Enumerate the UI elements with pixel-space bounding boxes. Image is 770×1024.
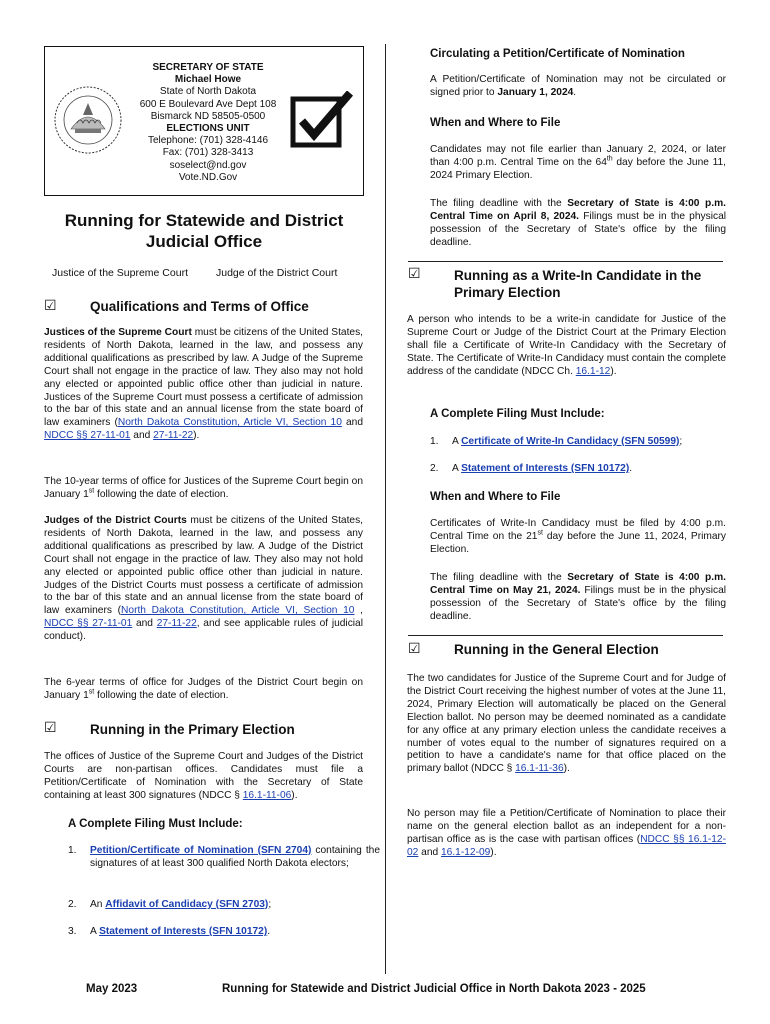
term-text-end: following the date of election. bbox=[94, 689, 229, 701]
qualifications-heading: Qualifications and Terms of Office bbox=[90, 299, 309, 314]
writein-heading-line-2: Primary Election bbox=[454, 285, 561, 300]
item-text: . bbox=[267, 926, 271, 937]
link-27-11-22[interactable]: 27-11-22 bbox=[156, 618, 197, 630]
item-number: 2. bbox=[430, 463, 439, 474]
section-rule bbox=[408, 261, 723, 262]
writein-heading-line-1: Running as a Write-In Candidate in the bbox=[454, 268, 702, 283]
state-name: State of North Dakota bbox=[159, 86, 257, 98]
footer-date: May 2023 bbox=[86, 983, 138, 995]
website: Vote.ND.Gov bbox=[178, 171, 238, 183]
footer-title: Running for Statewide and District Judicial Office in North Dakota 2023 - 2025 bbox=[222, 983, 646, 995]
link-petition-sfn-2704[interactable]: Petition/Certificate of Nomination (SFN 2704) bbox=[90, 845, 312, 856]
link-ndcc-27-11-01[interactable]: NDCC §§ 27-11-01 bbox=[44, 618, 133, 630]
subtitle-justice: Justice of the Supreme Court bbox=[52, 267, 188, 279]
closing: ). bbox=[291, 789, 298, 801]
when-text: Candidates may not file earlier than January 2, 2024, or later than 4:00 p.m. Central Time on the 64 bbox=[430, 144, 726, 168]
conjunction: and bbox=[130, 430, 154, 442]
justices-paragraph bbox=[44, 327, 363, 443]
email: soselect@nd.gov bbox=[169, 159, 247, 171]
when-text-end: day before the June 11, 2024, Primary Election. bbox=[430, 530, 726, 555]
address-line-1: 600 E Boulevard Ave Dept 108 bbox=[139, 98, 277, 110]
item-number: 1. bbox=[68, 845, 77, 856]
general-paragraph bbox=[407, 673, 726, 776]
ordinal-suffix: st bbox=[537, 529, 543, 537]
when-text: Certificates of Write-In Candidacy must be filed by 4:00 p.m. Central Time on the 21 bbox=[430, 518, 726, 542]
closing: ). bbox=[490, 846, 497, 858]
when-where-paragraph bbox=[430, 144, 726, 183]
link-16-1-12-02[interactable]: NDCC §§ 16.1-12-02 bbox=[407, 833, 726, 858]
judges-text: must be citizens of the United States, residents of North Dakota, learned in the law, and possess any additional qualifications as prescribed by law. A Judge of the District Court shall not engage in the practice of law. They also may not hold any elected or appointed public office other than judicial in nature. Judges of the District Courts must possess a certificate of admission to the bar of this state and an annual license from the state board of law examiners ( bbox=[44, 515, 363, 617]
state-seal-icon bbox=[53, 85, 123, 155]
list-item bbox=[68, 845, 380, 885]
closing: . bbox=[573, 86, 577, 98]
deadline-text: The filing deadline with the bbox=[430, 572, 568, 583]
separator: , bbox=[354, 605, 363, 617]
when-where-heading-2: When and Where to File bbox=[430, 491, 561, 503]
filing-heading-primary: A Complete Filing Must Include: bbox=[68, 818, 243, 830]
link-16-1-12-09[interactable]: 16.1-12-09 bbox=[441, 846, 491, 858]
closing: , and see applicable rules of judicial conduct). bbox=[44, 618, 363, 643]
checkbox-icon: ☑ bbox=[408, 640, 421, 656]
when-where-heading: When and Where to File bbox=[430, 117, 561, 129]
deadline-paragraph-2 bbox=[430, 572, 726, 624]
justices-text: must be citizens of the United States, residents of North Dakota, learned in the law, and possess any additional qualifications as prescribed by law. A Judge of the Supreme Court shall not engage in the practice of law. They also may not hold any elected or appointed public office other than judicial in nature. Justices of the Supreme Court must possess a certificate of admission to the bar of this state and an annual license from the state board of law examiners ( bbox=[44, 327, 364, 429]
item-prefix: A bbox=[452, 436, 462, 447]
checkbox-icon: ☑ bbox=[44, 719, 57, 735]
checkbox-icon: ☑ bbox=[408, 265, 421, 281]
judge-term-paragraph bbox=[44, 677, 363, 703]
link-statement-sfn-10172[interactable]: Statement of Interests (SFN 10172) bbox=[461, 463, 630, 474]
link-ndcc-27-11-01[interactable]: NDCC §§ 27-11-01 bbox=[44, 430, 131, 442]
item-text: containing the signatures of at least 300 qualified North Dakota electors; bbox=[90, 845, 380, 869]
writein-paragraph bbox=[407, 314, 726, 379]
letterhead-text bbox=[133, 62, 283, 184]
office-name: SECRETARY OF STATE bbox=[152, 62, 264, 73]
term-text: The 6-year terms of office for Judges of the District Court begin on January 1 bbox=[44, 677, 363, 701]
official-name: Michael Howe bbox=[174, 74, 242, 86]
conjunction: and bbox=[132, 618, 157, 630]
conjunction: and bbox=[418, 846, 442, 858]
primary-heading: Running in the Primary Election bbox=[90, 722, 295, 737]
ordinal-suffix: th bbox=[606, 155, 613, 163]
section-rule bbox=[408, 635, 723, 636]
fax: Fax: (701) 328-3413 bbox=[162, 147, 254, 159]
link-nd-constitution[interactable]: North Dakota Constitution, Article VI, Section 10 bbox=[117, 417, 342, 429]
circ-date: January 1, 2024 bbox=[497, 86, 574, 98]
filing-heading-writein: A Complete Filing Must Include: bbox=[430, 408, 605, 420]
term-text-end: following the date of election. bbox=[94, 488, 229, 500]
link-nd-constitution[interactable]: North Dakota Constitution, Article VI, Section 10 bbox=[121, 605, 355, 617]
address-line-2: Bismarck ND 58505-0500 bbox=[150, 110, 266, 122]
general-text: The two candidates for Justice of the Supreme Court and for Judge of the District Court receiving the highest number of votes at the June 11, 2024, Primary Election will automatically be placed on the General Election ballot. No person may be deemed nominated as a candidate for any office at any primary election unless the candidate receives a number of votes equal to the number of signatures required on a petition to have a candidate's name for that office placed on the primary ballot (NDCC § bbox=[407, 673, 726, 775]
circulating-paragraph bbox=[430, 74, 726, 100]
page-title bbox=[44, 210, 364, 252]
when-where-paragraph-2 bbox=[430, 518, 726, 557]
circulating-heading: Circulating a Petition/Certificate of Nomination bbox=[430, 48, 685, 60]
item-prefix: An bbox=[90, 899, 106, 910]
circ-text: A Petition/Certificate of Nomination may not be circulated or signed prior to bbox=[430, 74, 726, 98]
term-text: The 10-year terms of office for Justices of the Supreme Court begin on January 1 bbox=[44, 476, 363, 500]
item-prefix: A bbox=[452, 463, 462, 474]
item-number: 3. bbox=[68, 926, 77, 937]
judges-paragraph bbox=[44, 515, 363, 644]
item-number: 1. bbox=[430, 436, 439, 447]
link-16-1-11-36[interactable]: 16.1-11-36 bbox=[515, 763, 564, 775]
deadline-text-end: Filings must be in the physical possession of the Secretary of State's office by the filing deadline. bbox=[430, 210, 726, 248]
writein-heading bbox=[454, 267, 701, 301]
deadline-bold: Secretary of State is 4:00 p.m. Central Time on April 8, 2024. bbox=[430, 198, 726, 222]
item-number: 2. bbox=[68, 899, 77, 910]
large-checkmark-icon bbox=[290, 91, 356, 149]
deadline-paragraph bbox=[430, 198, 726, 250]
writein-text: A person who intends to be a write-in candidate for Justice of the Supreme Court or Judge of the District Court at the Primary Election shall file a Certificate of Write-In Candidacy with the Secretary of State. The Certificate of Write-In Candidacy must contain the complete address of the candidate (NDCC Ch. bbox=[407, 314, 726, 377]
link-16-1-12[interactable]: 16.1-12 bbox=[575, 365, 611, 377]
justice-term-paragraph bbox=[44, 476, 363, 502]
title-line-1: Running for Statewide and District bbox=[64, 211, 344, 230]
closing: ). bbox=[563, 763, 570, 775]
ordinal-suffix: st bbox=[88, 487, 95, 495]
link-statement-sfn-10172[interactable]: Statement of Interests (SFN 10172) bbox=[99, 926, 268, 937]
when-text-end: day before the June 11, 2024 Primary Election. bbox=[430, 156, 726, 181]
deadline-text: The filing deadline with the bbox=[430, 198, 568, 209]
deadline-text-end: Filings must be in the physical possession of the Secretary of State's office by the filing deadline. bbox=[430, 584, 726, 622]
indep-text: No person may file a Petition/Certificate of Nomination to place their name on the general election ballot as an independent for a non-partisan office as is the case with partisan offices ( bbox=[407, 808, 726, 845]
general-heading: Running in the General Election bbox=[454, 642, 659, 657]
link-16-1-11-06[interactable]: 16.1-11-06 bbox=[242, 789, 292, 801]
item-text: ; bbox=[679, 436, 683, 447]
link-affidavit-sfn-2703[interactable]: Affidavit of Candidacy (SFN 2703) bbox=[105, 899, 269, 910]
conjunction: and bbox=[341, 417, 364, 429]
subtitle-judge: Judge of the District Court bbox=[216, 267, 338, 279]
link-writein-sfn-50599[interactable]: Certificate of Write-In Candidacy (SFN 50599) bbox=[461, 436, 680, 447]
link-27-11-22[interactable]: 27-11-22 bbox=[153, 430, 194, 442]
deadline-bold: Secretary of State is 4:00 p.m. Central Time on May 21, 2024. bbox=[430, 572, 726, 596]
independent-paragraph bbox=[407, 808, 726, 860]
ordinal-suffix: st bbox=[88, 688, 95, 696]
item-text: ; bbox=[268, 899, 272, 910]
primary-text: The offices of Justice of the Supreme Court and Judges of the District Courts are non-partisan offices. Candidates must file a Petition/Certificate of Nomination with the Secretary of State containing at least 300 signatures (NDCC § bbox=[44, 751, 363, 801]
justices-bold: Justices of the Supreme Court bbox=[44, 327, 192, 338]
unit-name: ELECTIONS UNIT bbox=[166, 123, 250, 135]
item-prefix: A bbox=[90, 926, 100, 937]
primary-paragraph bbox=[44, 751, 363, 803]
closing: ). bbox=[610, 365, 617, 377]
item-text: . bbox=[629, 463, 633, 474]
column-divider bbox=[385, 44, 386, 974]
judges-bold: Judges of the District Courts bbox=[44, 515, 187, 526]
checkbox-icon: ☑ bbox=[44, 297, 57, 313]
letterhead-box bbox=[44, 46, 364, 196]
closing: ). bbox=[193, 430, 200, 442]
title-line-2: Judicial Office bbox=[145, 232, 263, 251]
phone: Telephone: (701) 328-4146 bbox=[147, 135, 269, 147]
